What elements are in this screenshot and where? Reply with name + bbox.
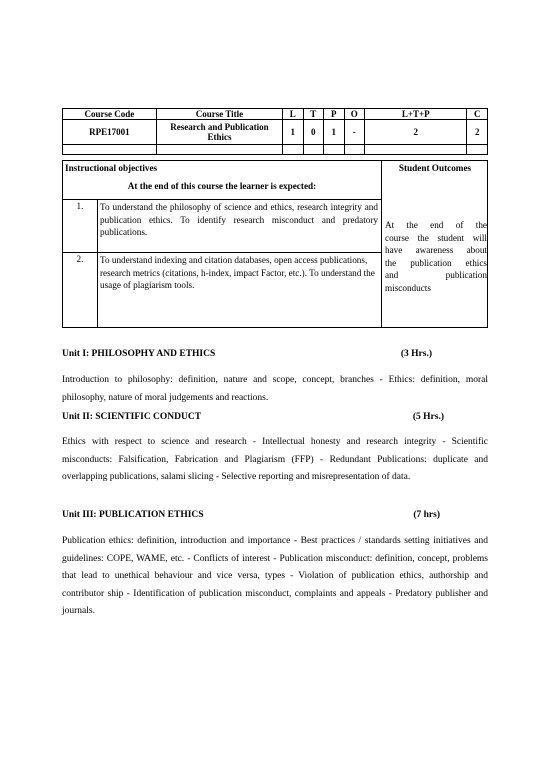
student-outcomes-heading: Student Outcomes: [398, 163, 472, 173]
header-course-code: Course Code: [63, 109, 157, 120]
ltp-value: 2: [364, 120, 466, 145]
unit-hours: (7 hrs): [413, 510, 440, 520]
empty-cell: [364, 145, 466, 155]
objectives-subheading: At the end of this course the learner is expected:: [127, 181, 317, 191]
header-course-title: Course Title: [156, 109, 282, 120]
l-value: 1: [283, 120, 303, 145]
unit-hours: (5 Hrs.): [412, 412, 444, 422]
header-c: C: [467, 109, 488, 120]
empty-cell: [303, 145, 323, 155]
header-o: O: [344, 109, 364, 120]
empty-cell: [283, 145, 303, 155]
unit-description: Publication ethics: definition, introduction and importance - Best practices / standards setting initiatives and guidelines: COPE, WAME, etc. - Conflicts of interest - Publication misconduct: definition, concept, problems that lead to unethical behaviour and vice versa, types - Violation of publication ethics, authorship and contributor ship - Identification of publication misconduct, complaints and appeals - Predatory publisher and journals.: [62, 536, 488, 616]
row-divider: [63, 252, 382, 253]
objectives-table: [62, 160, 488, 328]
outcome-line: and publication: [385, 270, 487, 280]
empty-cell: [63, 145, 157, 155]
t-value: 0: [303, 120, 323, 145]
header-l: L: [283, 109, 303, 120]
outcome-line: At the end of the: [385, 220, 487, 230]
header-t: T: [303, 109, 323, 120]
empty-cell: [324, 145, 344, 155]
course-title-value: Research and Publication Ethics: [156, 120, 282, 145]
column-divider: [97, 199, 98, 327]
objective-text: To understand the philosophy of science and ethics, research integrity and publication ethics. To identify research misconduct and predatory publications.: [100, 202, 378, 237]
unit-heading: [62, 510, 488, 520]
objective-text: To understand indexing and citation databases, open access publications, research metrics (citations, h-index, impact Factor, etc.). To understand the usage of plagiarism tools.: [100, 255, 375, 290]
outcome-line: have awareness about: [385, 245, 487, 255]
unit-heading: [62, 349, 488, 359]
unit-heading: [62, 412, 488, 422]
o-value: -: [344, 120, 364, 145]
unit-hours: (3 Hrs.): [400, 349, 432, 359]
column-divider: [381, 161, 382, 327]
header-ltp: L+T+P: [364, 109, 466, 120]
unit-title: Unit III: PUBLICATION ETHICS: [62, 510, 204, 520]
unit-title: Unit II: SCIENTIFIC CONDUCT: [62, 412, 202, 422]
student-outcome-text: [385, 219, 487, 294]
header-p: P: [324, 109, 344, 120]
course-code-value: RPE17001: [63, 120, 157, 145]
objective-number: 1.: [76, 201, 84, 211]
c-value: 2: [467, 120, 488, 145]
unit-description: Ethics with respect to science and research - Intellectual honesty and research integrity - Scientific misconducts: Falsification, Fabrication and Plagiarism (FFP) - Redundant Publications: duplicate and overlapping publications, salami slicing - Selective reporting and misrepresentation of data.: [62, 437, 488, 482]
objective-number: 2.: [76, 254, 84, 264]
row-divider: [63, 199, 382, 200]
instructional-objectives-heading: Instructional objectives: [65, 163, 158, 173]
course-details-table: [62, 108, 488, 155]
p-value: 1: [324, 120, 344, 145]
empty-cell: [156, 145, 282, 155]
unit-description: Introduction to philosophy: definition, nature and scope, concept, branches - Ethics: definition, moral philosophy, nature of moral judgements and reactions.: [62, 375, 488, 403]
empty-cell: [344, 145, 364, 155]
unit-title: Unit I: PHILOSOPHY AND ETHICS: [62, 349, 216, 359]
outcome-line: course the student will: [385, 232, 487, 243]
empty-cell: [467, 145, 488, 155]
outcome-line: misconducts: [385, 282, 431, 293]
outcome-line: the publication ethics: [385, 257, 487, 268]
